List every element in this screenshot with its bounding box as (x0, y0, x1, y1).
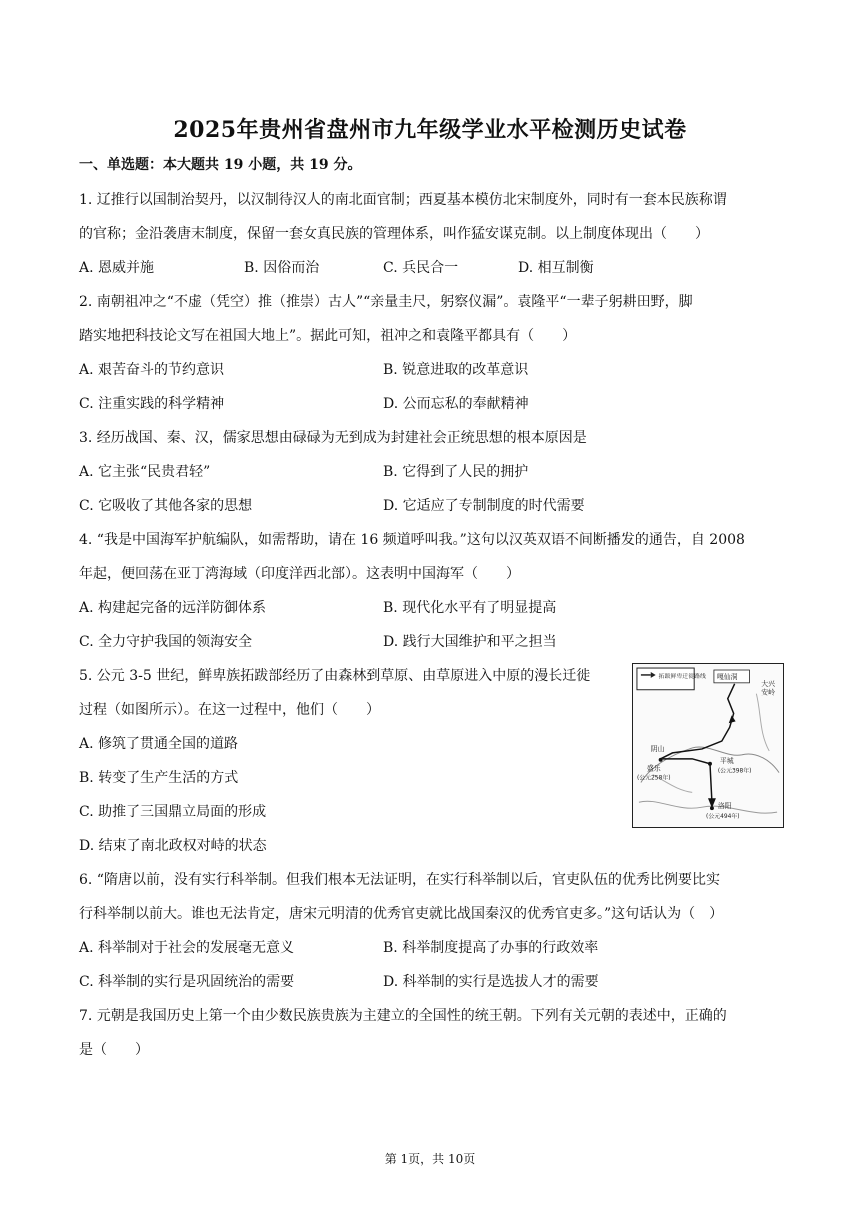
question-7-line-2: 是（ ） (79, 1042, 149, 1058)
question-6-line-1: 6. “隋唐以前，没有实行科举制。但我们根本无法证明，在实行科举制以后，官吏队伍的优秀比例要比实 (79, 872, 720, 888)
question-2-line-2: 踏实地把科技论文写在祖国大地上”。据此可知，祖冲之和袁隆平都具有（ ） (79, 328, 577, 344)
q3-option-a: A. 它主张“民贵君轻” (79, 464, 211, 480)
q5-option-d: D. 结束了南北政权对峙的状态 (79, 838, 267, 854)
q3-option-d: D. 它适应了专制制度的时代需要 (383, 498, 585, 514)
map-legend-label: 拓跋鲜卑迁徙路线 (658, 673, 706, 680)
map-label-gaxian-cave: 嘎仙洞 (716, 672, 738, 681)
q2-option-b: B. 锐意进取的改革意识 (383, 362, 529, 378)
map-label-shengle: 盛乐 (646, 764, 661, 773)
question-6-line-2: 行科举制以前大。谁也无法肯定，唐宋元明清的优秀官吏就比战国秦汉的优秀官吏多。”这句话认为（ ） (79, 906, 724, 922)
page-footer: 第 1页，共 10页 (384, 1152, 476, 1166)
q1-option-a: A. 恩威并施 (79, 260, 155, 276)
q6-option-b: B. 科举制度提高了办事的行政效率 (383, 940, 599, 956)
question-7-line-1: 7. 元朝是我国历史上第一个由少数民族贵族为主建立的全国性的统王朝。下列有关元朝的表述中，正确的 (79, 1008, 727, 1024)
map-label-daxinganling-a: 大兴 (761, 679, 776, 688)
q6-option-a: A. 科举制对于社会的发展毫无意义 (79, 940, 295, 956)
question-5-line-2: 过程（如图所示）。在这一过程中，他们（ ） (79, 702, 380, 718)
question-5-line-1: 5. 公元 3-5 世纪，鲜卑族拓跋部经历了由森林到草原、由草原进入中原的漫长迁徙 (79, 668, 591, 684)
q2-option-c: C. 注重实践的科学精神 (79, 396, 225, 412)
q5-option-a: A. 修筑了贯通全国的道路 (79, 736, 239, 752)
q5-option-c: C. 助推了三国鼎立局面的形成 (79, 804, 267, 820)
question-4-line-2: 年起，便回荡在亚丁湾海域（印度洋西北部）。这表明中国海军（ ） (79, 566, 520, 582)
q3-option-b: B. 它得到了人民的拥护 (383, 464, 529, 480)
map-label-shengle-year: (公元258年) (636, 775, 671, 782)
map-label-luoyang: 洛阳 (717, 802, 732, 811)
question-1-line-2: 的官称；金沿袭唐末制度，保留一套女真民族的管理体系，叫作猛安谋克制。以上制度体现出（ ） (79, 226, 709, 242)
q4-option-a: A. 构建起完备的远洋防御体系 (79, 600, 267, 616)
page-title: 2025年贵州省盘州市九年级学业水平检测历史试卷 (173, 117, 687, 143)
q1-option-d: D. 相互制衡 (518, 260, 594, 276)
map-label-luoyang-year: (公元494年) (706, 814, 740, 821)
map-label-yinshan: 阴山 (650, 744, 665, 753)
q4-option-d: D. 践行大国维护和平之担当 (383, 634, 557, 650)
question-3-line-1: 3. 经历战国、秦、汉，儒家思想由碌碌为无到成为封建社会正统思想的根本原因是 (79, 430, 587, 446)
question-1-line-1: 1. 辽推行以国制治契丹，以汉制待汉人的南北面官制；西夏基本模仿北宋制度外，同时有一套本民族称谓 (79, 192, 727, 208)
q1-option-b: B. 因俗而治 (244, 260, 320, 276)
migration-route (661, 684, 735, 759)
q2-option-d: D. 公而忘私的奉献精神 (383, 396, 529, 412)
q4-option-c: C. 全力守护我国的领海安全 (79, 634, 253, 650)
q2-option-a: A. 艰苦奋斗的节约意识 (79, 362, 225, 378)
map-label-pingcheng-year: (公元398年) (717, 768, 752, 775)
section-heading: 一、单选题：本大题共 19 小题，共 19 分。 (79, 157, 362, 173)
question-4-line-1: 4. “我是中国海军护航编队，如需帮助，请在 16 频道呼叫我。”这句以汉英双语不间断播发的通告，自 2008 (79, 532, 745, 548)
q1-option-c: C. 兵民合一 (383, 260, 459, 276)
q4-option-b: B. 现代化水平有了明显提高 (383, 600, 557, 616)
map-label-daxinganling-b: 安岭 (761, 688, 776, 697)
q6-option-d: D. 科举制的实行是选拔人才的需要 (383, 974, 599, 990)
question-2-line-1: 2. 南朝祖冲之“不虚（凭空）推（推崇）古人”“亲量圭尺，躬察仪漏”。袁隆平“一辈子躬耕田野，脚 (79, 294, 693, 310)
q6-option-c: C. 科举制的实行是巩固统治的需要 (79, 974, 295, 990)
map-label-pingcheng: 平城 (719, 756, 734, 765)
q3-option-c: C. 它吸收了其他各家的思想 (79, 498, 253, 514)
migration-map (632, 663, 784, 828)
q5-option-b: B. 转变了生产生活的方式 (79, 770, 239, 786)
